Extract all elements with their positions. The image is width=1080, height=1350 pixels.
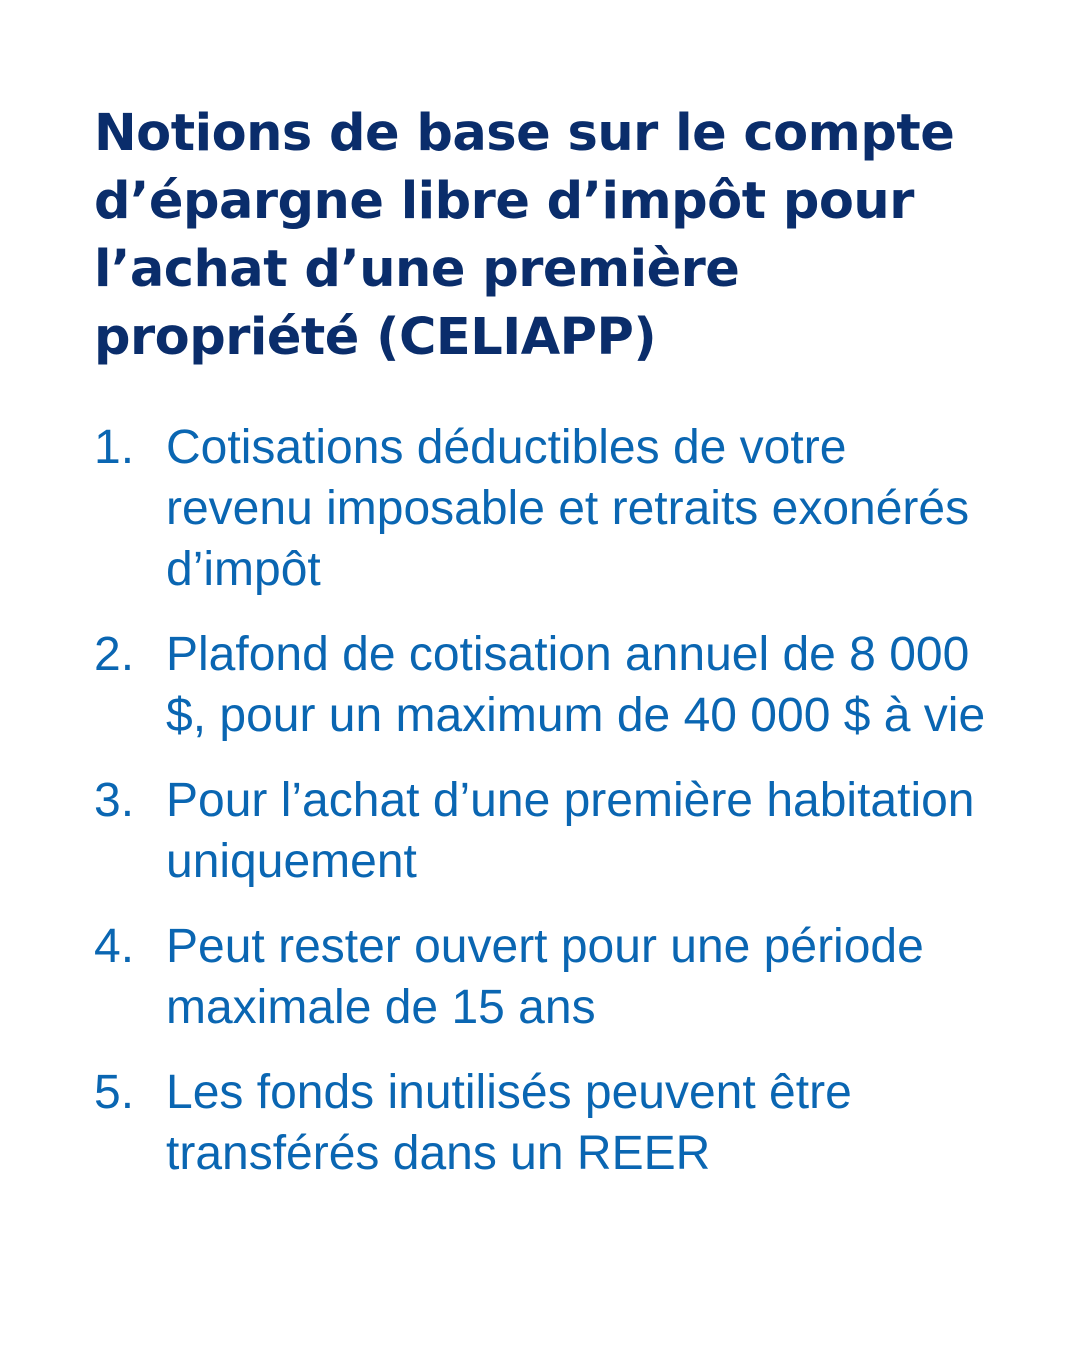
list-item-text: Les fonds inutilisés peuvent être transférés dans un REER	[166, 1066, 852, 1180]
list-item	[94, 1062, 1000, 1184]
list-item	[94, 770, 1000, 892]
page-title: Notions de base sur le compte d’épargne libre d’impôt pour l’achat d’une première propriété (CELIAPP)	[94, 104, 955, 367]
list-item-number: 1.	[94, 421, 135, 474]
list-item-number: 5.	[94, 1066, 135, 1119]
list-item	[94, 624, 1000, 746]
list-item-text: Cotisations déductibles de votre revenu imposable et retraits exonérés d’impôt	[166, 421, 970, 596]
list-item-number: 2.	[94, 628, 135, 681]
list-item-text: Pour l’achat d’une première habitation uniquement	[166, 774, 975, 888]
list-item-number: 4.	[94, 920, 135, 973]
feature-list	[94, 417, 1000, 1184]
list-item-text: Peut rester ouvert pour une période maximale de 15 ans	[166, 920, 924, 1034]
list-item-text: Plafond de cotisation annuel de 8 000 $, pour un maximum de 40 000 $ à vie	[166, 628, 986, 742]
list-item	[94, 417, 1000, 600]
list-item	[94, 916, 1000, 1038]
list-item-number: 3.	[94, 774, 135, 827]
